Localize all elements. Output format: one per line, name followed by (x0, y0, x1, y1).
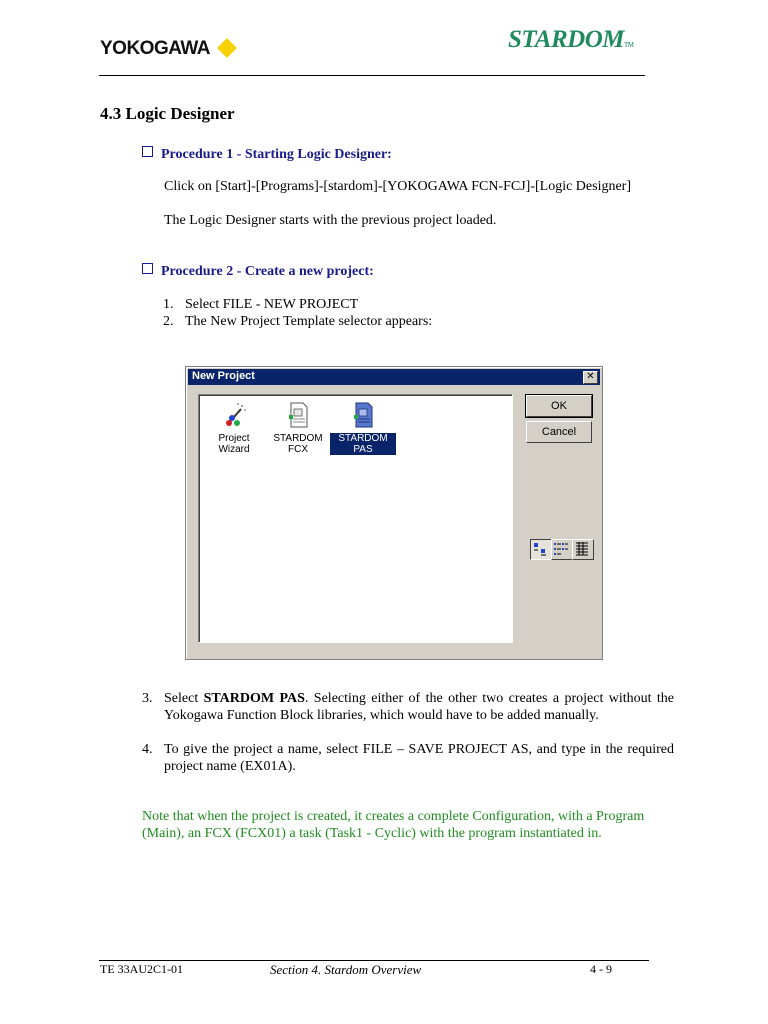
list-item (142, 690, 674, 724)
stardom-logo (508, 26, 633, 54)
wizard-icon (221, 401, 247, 429)
large-icons-icon (531, 540, 549, 557)
template-project-wizard[interactable] (201, 401, 267, 455)
ok-button[interactable]: OK (526, 395, 592, 417)
new-project-dialog (185, 366, 603, 660)
procedure2-heading (142, 263, 374, 280)
list-icon (552, 540, 570, 557)
yokogawa-diamond-icon (217, 38, 237, 58)
stardom-logo-tm: TM (623, 41, 634, 49)
list-text: Select FILE - NEW PROJECT (185, 297, 359, 312)
section-title: 4.3 Logic Designer (100, 104, 235, 123)
note-paragraph: Note that when the project is created, it creates a complete Configuration, with a Program (Main), an FCX (FCX01) a task (Task1 - Cyclic) with the program instantiated in. (142, 809, 645, 841)
close-button[interactable]: ✕ (583, 371, 598, 384)
template-list (198, 394, 513, 643)
list-number: 1. (163, 297, 174, 312)
details-icon (573, 540, 591, 557)
template-label: STARDOM FCX (273, 433, 323, 455)
procedure1-heading-text: Procedure 1 - Starting Logic Designer: (161, 147, 392, 162)
header-rule (99, 75, 645, 76)
template-stardom-pas[interactable] (330, 401, 396, 455)
footer-doc-number: TE 33AU2C1-01 (100, 962, 183, 976)
list-item (142, 741, 674, 775)
list-text: The New Project Template selector appears: (185, 314, 433, 329)
list-number: 3. (142, 691, 153, 706)
list-text-bold: STARDOM PAS (203, 691, 305, 706)
footer-section-title: Section 4. Stardom Overview (270, 962, 422, 977)
list-text-pre: Select (164, 691, 204, 706)
list-item (163, 296, 695, 313)
dialog-titlebar (188, 369, 600, 385)
list-view-button[interactable] (551, 539, 573, 560)
checkbox-bullet-icon (142, 263, 153, 274)
template-label: Project Wizard (218, 433, 250, 455)
large-icons-view-button[interactable] (530, 539, 552, 560)
dialog-title: New Project (192, 370, 255, 382)
template-label: STARDOM PAS (330, 433, 396, 455)
list-text-post: . Selecting either of the other two creates a project without the Yokogawa Function Block libraries, which would have to be added manually. (164, 691, 674, 723)
list-number: 4. (142, 742, 153, 757)
list-number: 2. (163, 314, 174, 329)
procedure2-heading-text: Procedure 2 - Create a new project: (161, 264, 374, 279)
procedure1-line1: Click on [Start]-[Programs]-[stardom]-[YOKOGAWA FCN-FCJ]-[Logic Designer] (164, 179, 632, 194)
document-icon (350, 401, 376, 429)
template-stardom-fcx[interactable] (265, 401, 331, 455)
details-view-button[interactable] (572, 539, 594, 560)
footer-page-number: 4 - 9 (590, 962, 612, 976)
footer-rule (99, 960, 649, 961)
stardom-logo-text: STARDOM (508, 26, 624, 53)
procedure1-line2: The Logic Designer starts with the previous project loaded. (164, 213, 497, 228)
cancel-button[interactable]: Cancel (526, 421, 592, 443)
list-text: To give the project a name, select FILE – SAVE PROJECT AS, and type in the required project name (EX01A). (164, 742, 674, 774)
yokogawa-logo: YOKOGAWA (100, 38, 211, 59)
procedure1-heading (142, 146, 392, 163)
list-item (163, 313, 695, 330)
document-icon (285, 401, 311, 429)
checkbox-bullet-icon (142, 146, 153, 157)
